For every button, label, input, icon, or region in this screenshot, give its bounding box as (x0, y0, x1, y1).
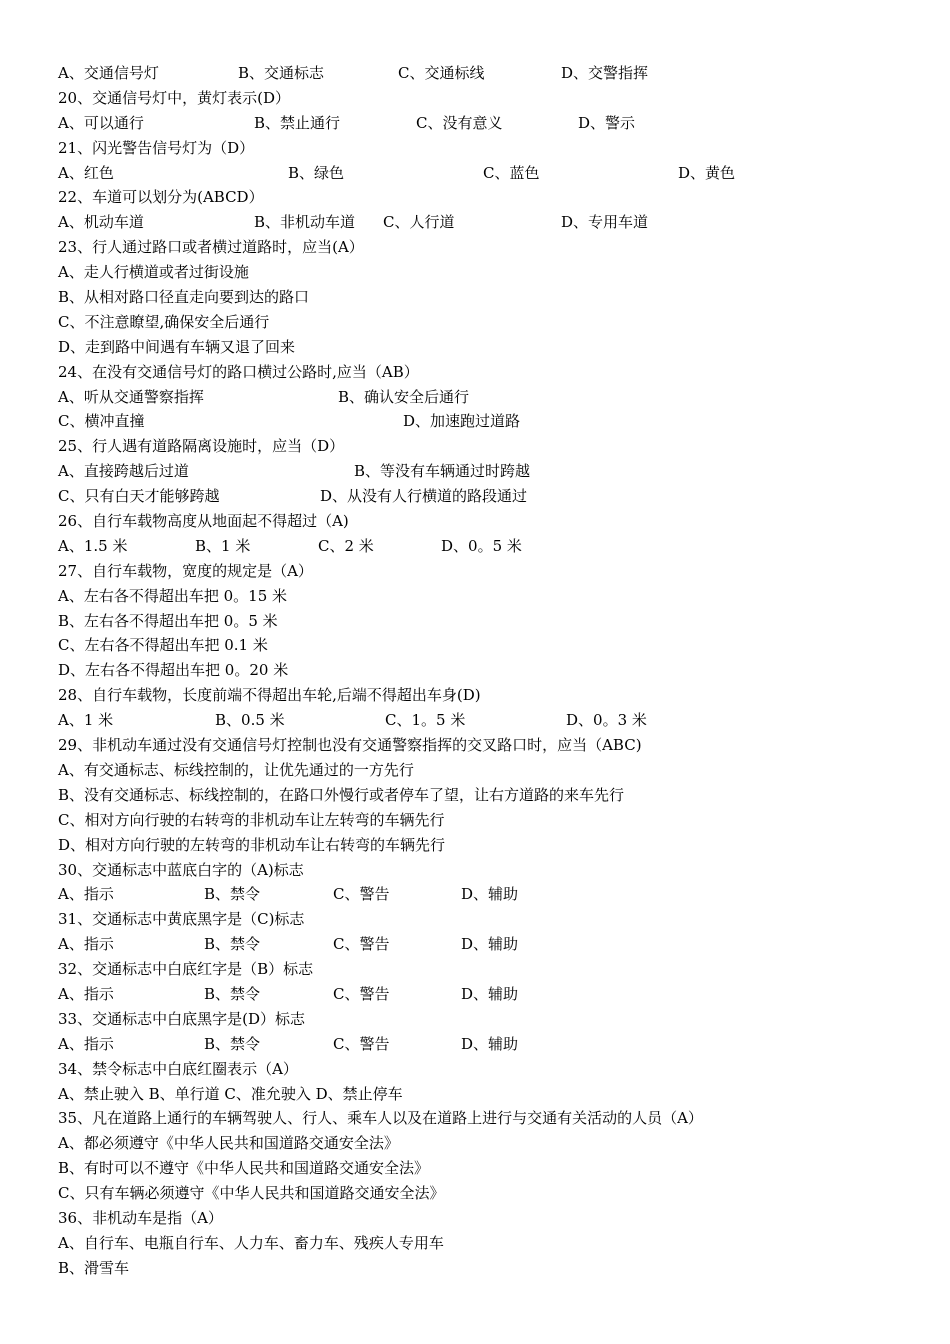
text-line: 26、自行车载物高度从地面起不得超过（A) (58, 512, 349, 531)
options-line (58, 409, 918, 434)
text-line: D、走到路中间遇有车辆又退了回来 (58, 337, 296, 356)
answer-option: D、辅助 (461, 885, 519, 904)
answer-option: B、禁令 (204, 984, 261, 1003)
answer-option: B、非机动车道 (254, 213, 356, 232)
answer-option: A、机动车道 (58, 213, 144, 232)
text-line: A、左右各不得超出车把 0。15 米 (58, 586, 288, 605)
options-line (58, 161, 918, 186)
answer-option: C、警告 (333, 885, 390, 904)
text-line: 36、非机动车是指（A） (58, 1208, 223, 1227)
answer-option: A、指示 (58, 984, 114, 1003)
text-line: 21、闪光警告信号灯为（D） (58, 138, 255, 157)
options-line (58, 210, 918, 235)
answer-option: D、黄色 (678, 163, 736, 182)
answer-option: C、2 米 (318, 536, 374, 555)
text-line: D、左右各不得超出车把 0。20 米 (58, 661, 289, 680)
options-line (58, 882, 918, 907)
text-line: 30、交通标志中蓝底白字的（A)标志 (58, 860, 304, 879)
answer-option: C、横冲直撞 (58, 412, 145, 431)
answer-option: B、等没有车辆通过时跨越 (354, 462, 531, 481)
options-line (58, 982, 918, 1007)
text-line: A、有交通标志、标线控制的，让优先通过的一方先行 (58, 760, 414, 779)
options-line (58, 111, 918, 136)
text-line: B、没有交通标志、标线控制的，在路口外慢行或者停车了望，让右方道路的来车先行 (58, 785, 625, 804)
answer-option: D、从没有人行横道的路段通过 (320, 487, 528, 506)
text-line: A、禁止驶入 B、单行道 C、准允驶入 D、禁止停车 (58, 1084, 403, 1103)
text-line: 25、行人遇有道路隔离设施时，应当（D） (58, 437, 345, 456)
answer-option: A、1.5 米 (58, 536, 128, 555)
text-line: B、滑雪车 (58, 1258, 130, 1277)
text-line: A、走人行横道或者过街设施 (58, 263, 249, 282)
answer-option: C、警告 (333, 984, 390, 1003)
text-line: B、从相对路口径直走向要到达的路口 (58, 288, 310, 307)
answer-option: C、没有意义 (416, 113, 503, 132)
answer-option: B、0.5 米 (215, 711, 285, 730)
text-line: 33、交通标志中白底黑字是(D）标志 (58, 1009, 305, 1028)
answer-option: B、禁令 (204, 935, 261, 954)
text-line: C、只有车辆必须遵守《中华人民共和国道路交通安全法》 (58, 1184, 445, 1203)
answer-option: B、交通标志 (238, 64, 325, 82)
text-line: A、自行车、电瓶自行车、人力车、畜力车、残疾人专用车 (58, 1233, 444, 1252)
answer-option: B、1 米 (195, 536, 251, 555)
document-body (58, 61, 918, 1281)
answer-option: B、绿色 (288, 163, 345, 182)
answer-option: B、禁令 (204, 1034, 261, 1053)
text-line: D、相对方向行驶的左转弯的非机动车让右转弯的车辆先行 (58, 835, 446, 854)
options-line (58, 61, 918, 86)
answer-option: C、交通标线 (398, 64, 485, 82)
text-line: 34、禁令标志中白底红圈表示（A） (58, 1059, 298, 1078)
text-line: 28、自行车载物，长度前端不得超出车轮,后端不得超出车身(D) (58, 686, 481, 705)
answer-option: A、1 米 (58, 711, 114, 730)
text-line: B、左右各不得超出车把 0。5 米 (58, 611, 278, 630)
answer-option: C、只有白天才能够跨越 (58, 487, 220, 506)
options-line (58, 932, 918, 957)
answer-option: D、0。5 米 (441, 536, 522, 555)
answer-option: D、0。3 米 (566, 711, 647, 730)
text-line: 35、凡在道路上通行的车辆驾驶人、行人、乘车人以及在道路上进行与交通有关活动的人员（A） (58, 1109, 703, 1128)
text-line: 22、车道可以划分为(ABCD） (58, 188, 264, 207)
answer-option: A、指示 (58, 1034, 114, 1053)
text-line: 27、自行车载物，宽度的规定是（A） (58, 561, 313, 580)
answer-option: D、警示 (578, 113, 636, 132)
text-line: 32、交通标志中白底红字是（B）标志 (58, 960, 314, 979)
answer-option: D、交警指挥 (561, 64, 649, 82)
answer-option: D、辅助 (461, 935, 519, 954)
options-line (58, 708, 918, 733)
answer-option: B、禁止通行 (254, 113, 341, 132)
answer-option: D、辅助 (461, 1034, 519, 1053)
answer-option: C、人行道 (383, 213, 455, 232)
answer-option: D、专用车道 (561, 213, 649, 232)
text-line: C、左右各不得超出车把 0.1 米 (58, 636, 268, 655)
answer-option: D、加速跑过道路 (403, 412, 521, 431)
answer-option: C、蓝色 (483, 163, 540, 182)
answer-option: A、红色 (58, 163, 114, 182)
options-line (58, 484, 918, 509)
text-line: 31、交通标志中黄底黑字是（C)标志 (58, 910, 305, 929)
answer-option: A、交通信号灯 (58, 64, 159, 82)
answer-option: C、1。5 米 (385, 711, 466, 730)
text-line: 23、行人通过路口或者横过道路时，应当(A） (58, 238, 364, 257)
answer-option: A、听从交通警察指挥 (58, 387, 204, 406)
options-line (58, 385, 918, 410)
answer-option: A、指示 (58, 885, 114, 904)
options-line (58, 534, 918, 559)
answer-option: B、禁令 (204, 885, 261, 904)
text-line: C、相对方向行驶的右转弯的非机动车让左转弯的车辆先行 (58, 810, 445, 829)
options-line (58, 459, 918, 484)
text-line: B、有时可以不遵守《中华人民共和国道路交通安全法》 (58, 1159, 430, 1178)
options-line (58, 1032, 918, 1057)
text-line: 29、非机动车通过没有交通信号灯控制也没有交通警察指挥的交叉路口时，应当（ABC) (58, 736, 642, 755)
text-line: C、不注意瞭望,确保安全后通行 (58, 312, 270, 331)
text-line: A、都必须遵守《中华人民共和国道路交通安全法》 (58, 1134, 399, 1153)
answer-option: C、警告 (333, 1034, 390, 1053)
answer-option: D、辅助 (461, 984, 519, 1003)
text-line: 20、交通信号灯中，黄灯表示(D） (58, 88, 290, 107)
answer-option: A、可以通行 (58, 113, 144, 132)
text-line: 24、在没有交通信号灯的路口横过公路时,应当（AB） (58, 362, 419, 381)
answer-option: C、警告 (333, 935, 390, 954)
answer-option: B、确认安全后通行 (338, 387, 470, 406)
answer-option: A、指示 (58, 935, 114, 954)
answer-option: A、直接跨越后过道 (58, 462, 189, 481)
